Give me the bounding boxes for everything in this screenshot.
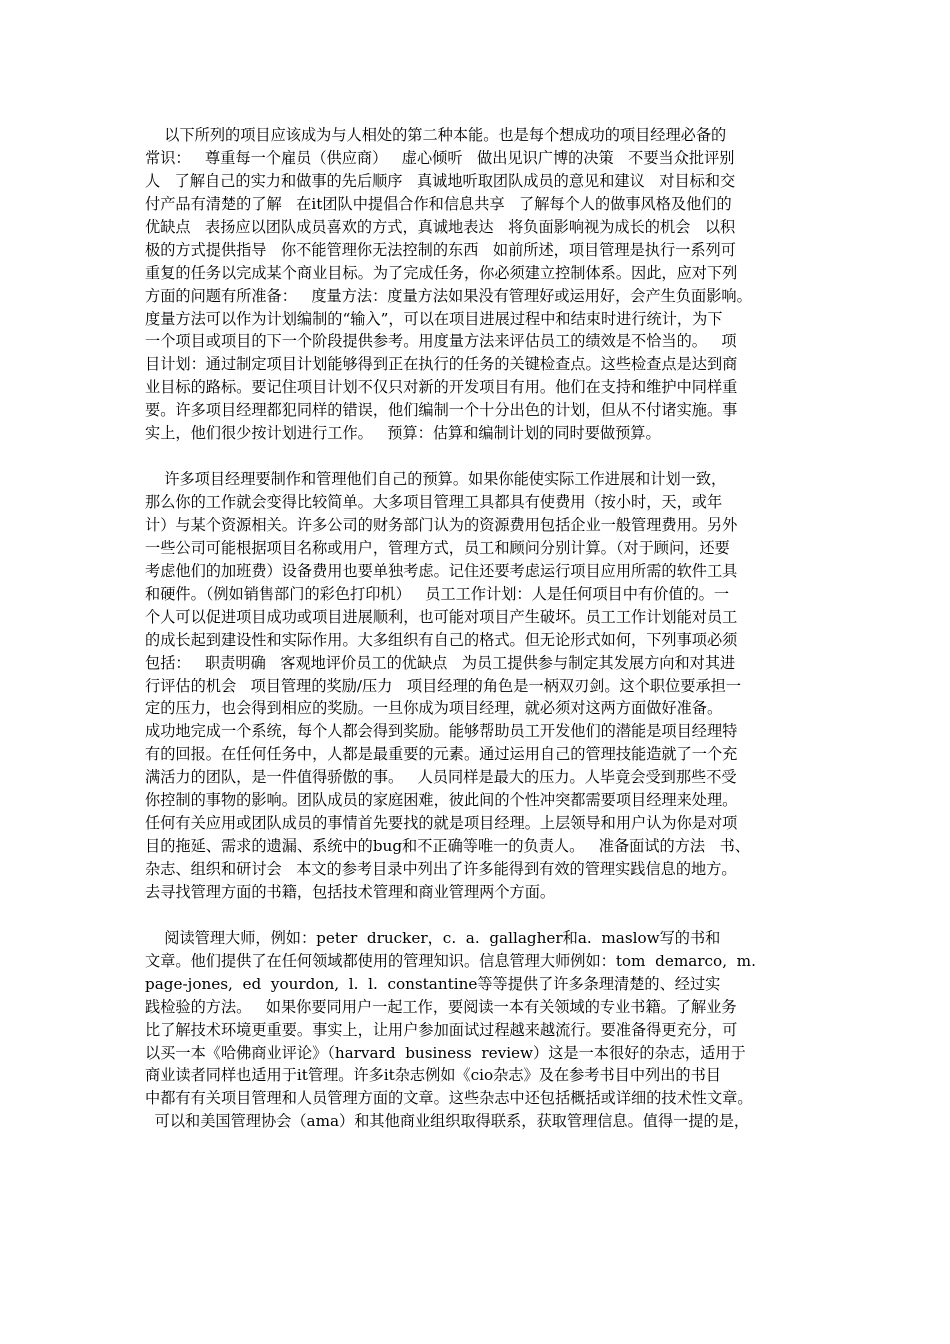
text-line: 要。许多项目经理都犯同样的错误，他们编制一个十分出色的计划，但从不付诸实施。事 <box>145 401 738 420</box>
text-line: 计）与某个资源相关。许多公司的财务部门认为的资源费用包括企业一般管理费用。另外 <box>145 515 738 534</box>
text-line: 你控制的事物的影响。团队成员的家庭困难，彼此间的个性冲突都需要项目经理来处理。 <box>145 791 738 810</box>
text-line: 许多项目经理要制作和管理他们自己的预算。如果你能使实际工作进展和计划一致， <box>145 470 727 489</box>
paragraph-3 <box>145 927 809 1133</box>
text-line: 和硬件。（例如销售部门的彩色打印机） 员工工作计划：人是任何项目中有价值的。一 <box>145 584 730 603</box>
paragraph-spacer <box>145 445 809 468</box>
text-line: 业目标的路标。要记住项目计划不仅只对新的开发项目有用。他们在支持和维护中同样重 <box>145 378 738 397</box>
text-line: 可以和美国管理协会（ama）和其他商业组织取得联系，获取管理信息。值得一提的是， <box>145 1112 750 1131</box>
text-line: page-jones, ed yourdon, l. l. constantine等等提供了许多条理清楚的、经过实 <box>145 974 721 993</box>
text-line: 个人可以促进项目成功或项目进展顺利，也可能对项目产生破坏。员工工作计划能对员工 <box>145 607 738 626</box>
text-line: 阅读管理大师，例如：peter drucker，c. a. gallagher和a. maslow写的书和 <box>145 928 721 947</box>
text-line: 的成长起到建设性和实际作用。大多组织有自己的格式。但无论形式如何，下列事项必须 <box>145 630 738 649</box>
text-line: 商业读者同样也适用于it管理。许多it杂志例如《cio杂志》及在参考书目中列出的书目 <box>145 1066 721 1085</box>
paragraph-2 <box>145 468 809 904</box>
document-page <box>145 124 809 1133</box>
text-line: 那么你的工作就会变得比较简单。大多项目管理工具都具有使费用（按小时，天，或年 <box>145 493 723 511</box>
text-line: 中都有有关项目管理和人员管理方面的文章。这些杂志中还包括概括或详细的技术性文章。 <box>145 1089 753 1108</box>
text-line: 有的回报。在任何任务中，人都是最重要的元素。通过运用自己的管理技能造就了一个充 <box>145 745 738 764</box>
text-line: 任何有关应用或团队成员的事情首先要找的就是项目经理。上层领导和用户认为你是对项 <box>145 814 738 833</box>
text-line: 极的方式提供指导 你不能管理你无法控制的东西 如前所述，项目管理是执行一系列可 <box>145 240 736 259</box>
text-line: 度量方法可以作为计划编制的“输入”，可以在项目进展过程中和结束时进行统计，为下 <box>145 309 723 328</box>
text-line: 行评估的机会 项目管理的奖励/压力 项目经理的角色是一柄双刃剑。这个职位要承担一 <box>145 676 742 695</box>
text-line: 实上，他们很少按计划进行工作。 预算：估算和编制计划的同时要做预算。 <box>145 424 661 443</box>
text-line: 目的拖延、需求的遗漏、系统中的bug和不正确等唯一的负责人。 准备面试的方法 书、 <box>145 837 750 856</box>
text-line: 比了解技术环境更重要。事实上，让用户参加面试过程越来越流行。要准备得更充分，可 <box>145 1020 738 1039</box>
paragraph-1 <box>145 124 809 445</box>
text-line: 优缺点 表扬应以团队成员喜欢的方式，真诚地表达 将负面影响视为成长的机会 以积 <box>145 217 736 236</box>
text-line: 常识： 尊重每一个雇员（供应商） 虚心倾听 做出见识广博的决策 不要当众批评别 <box>145 148 735 167</box>
text-line: 付产品有清楚的了解 在it团队中提倡合作和信息共享 了解每个人的做事风格及他们的 <box>145 194 732 213</box>
paragraph-spacer <box>145 904 809 927</box>
text-line: 满活力的团队，是一件值得骄傲的事。 人员同样是最大的压力。人毕竟会受到那些不受 <box>145 768 737 787</box>
text-line: 践检验的方法。 如果你要同用户一起工作，要阅读一本有关领域的专业书籍。了解业务 <box>145 997 737 1016</box>
text-line: 目计划：通过制定项目计划能够得到正在执行的任务的关键检查点。这些检查点是达到商 <box>145 355 738 374</box>
text-line: 以下所列的项目应该成为与人相处的第二种本能。也是每个想成功的项目经理必备的 <box>145 126 727 144</box>
text-line: 重复的任务以完成某个商业目标。为了完成任务，你必须建立控制体系。因此，应对下列 <box>145 263 738 282</box>
text-line: 定的压力，也会得到相应的奖励。一旦你成为项目经理，就必须对这两方面做好准备。 <box>145 699 723 718</box>
text-line: 一个项目或项目的下一个阶段提供参考。用度量方法来评估员工的绩效是不恰当的。 项 <box>145 332 737 351</box>
text-line: 以买一本《哈佛商业评论》（harvard business review）这是一本很好的杂志，适用于 <box>145 1043 746 1062</box>
text-line: 包括： 职责明确 客观地评价员工的优缺点 为员工提供参与制定其发展方向和对其进 <box>145 653 736 672</box>
text-line: 去寻找管理方面的书籍，包括技术管理和商业管理两个方面。 <box>145 882 556 901</box>
text-line: 文章。他们提供了在任何领域都使用的管理知识。信息管理大师例如：tom demarco, m. <box>145 951 756 970</box>
text-line: 方面的问题有所准备： 度量方法：度量方法如果没有管理好或运用好，会产生负面影响。 <box>145 286 752 305</box>
text-line: 一些公司可能根据项目名称或用户，管理方式，员工和顾问分别计算。（对于顾问，还要 <box>145 538 730 557</box>
text-line: 杂志、组织和研讨会 本文的参考目录中列出了许多能得到有效的管理实践信息的地方。 <box>145 860 737 878</box>
text-line: 人 了解自己的实力和做事的先后顺序 真诚地听取团队成员的意见和建议 对目标和交 <box>145 171 736 190</box>
text-line: 考虑他们的加班费）设备费用也要单独考虑。记住还要考虑运行项目应用所需的软件工具 <box>145 561 738 580</box>
text-line: 成功地完成一个系统，每个人都会得到奖励。能够帮助员工开发他们的潜能是项目经理特 <box>145 722 738 741</box>
